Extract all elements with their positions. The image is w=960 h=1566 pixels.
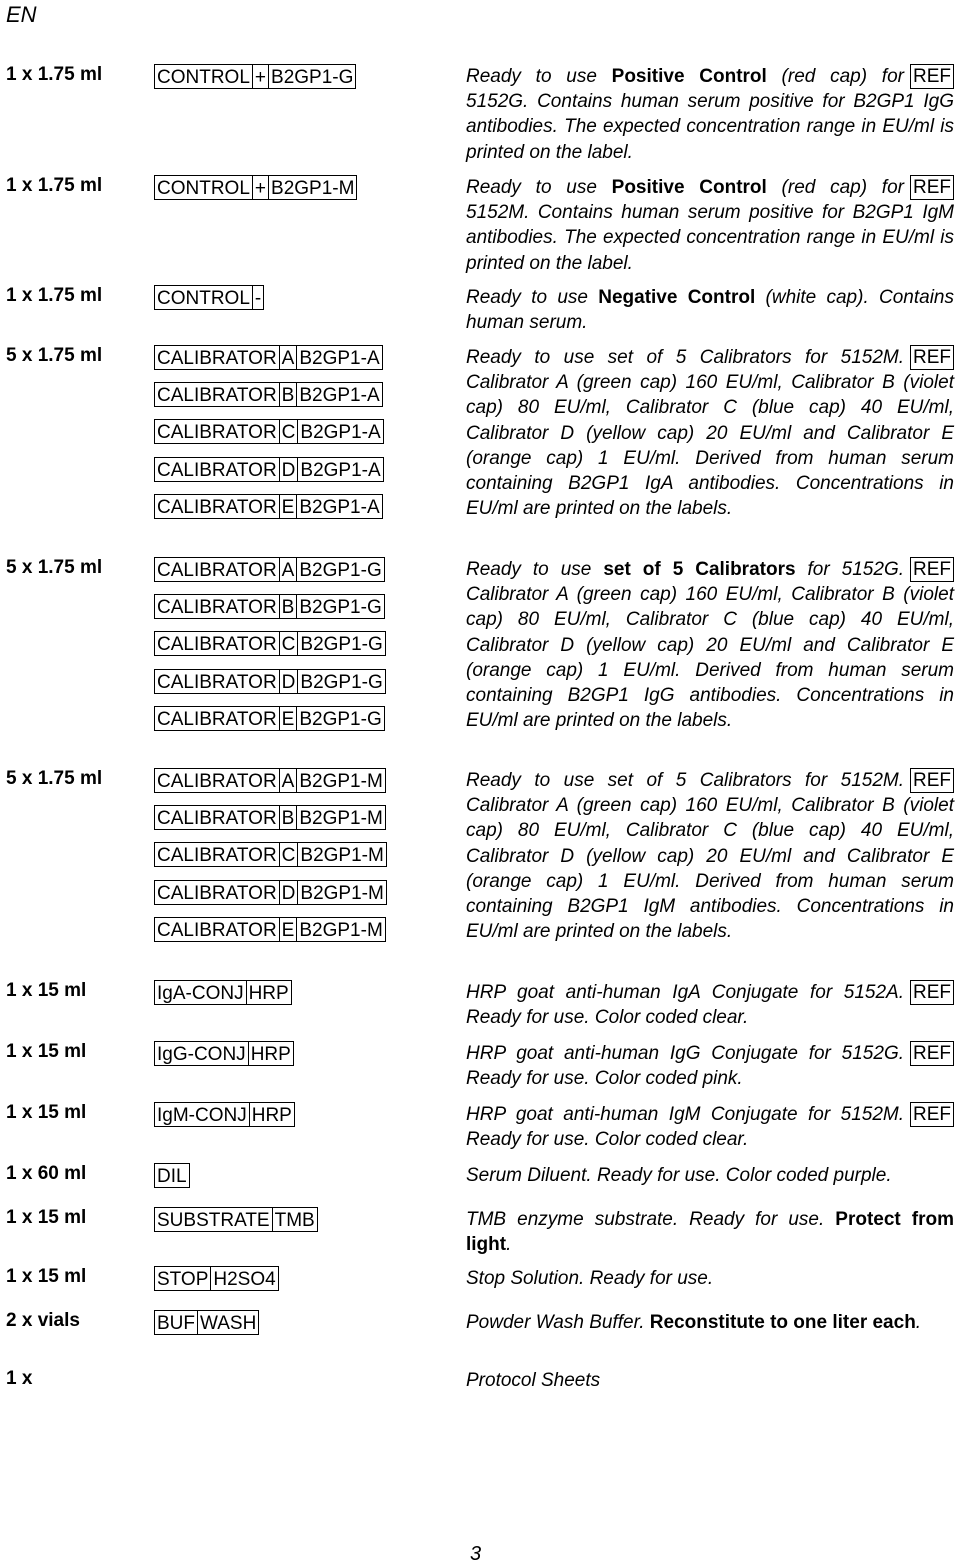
ref-symbol: REF [910, 1041, 954, 1066]
label-code-box: WASH [197, 1310, 259, 1335]
label-code [154, 64, 355, 89]
label-code-box: STOP [154, 1266, 211, 1291]
label-code-box: C [279, 631, 299, 656]
emphasis: set of 5 Calibrators [603, 559, 796, 580]
label-code [154, 980, 291, 1005]
label-code-box: B2GP1-M [268, 175, 357, 200]
label-code [154, 669, 385, 694]
label-code-box: CALIBRATOR [154, 594, 280, 619]
label-code-line [154, 669, 385, 706]
label-code-line [154, 419, 383, 456]
label-code-box: + [252, 64, 269, 89]
ref-symbol: REF [910, 768, 954, 793]
label-code [154, 768, 385, 793]
label-codes [154, 557, 385, 743]
label-code-box: A [279, 345, 298, 370]
label-code-box: B2GP1-G [297, 669, 385, 694]
label-code-box: DIL [154, 1163, 190, 1188]
label-code-line [154, 1163, 189, 1200]
label-code [154, 706, 384, 731]
label-code-box: + [252, 175, 269, 200]
label-code-box: B2GP1-M [296, 917, 385, 942]
label-code-line [154, 1102, 294, 1139]
label-code-line [154, 631, 385, 668]
label-code-box: CALIBRATOR [154, 669, 280, 694]
label-code-box: A [279, 557, 298, 582]
label-code-line [154, 594, 385, 631]
language-code: EN [6, 2, 37, 27]
label-code-line [154, 842, 386, 879]
label-code [154, 345, 382, 370]
label-code-line [154, 1266, 278, 1303]
label-code [154, 1207, 317, 1232]
quantity: 1 x 15 ml [6, 1102, 87, 1123]
label-codes [154, 1163, 189, 1200]
label-code-box: SUBSTRATE [154, 1207, 273, 1232]
label-code-box: B2GP1-G [297, 631, 385, 656]
label-code-box: B2GP1-M [296, 805, 385, 830]
ref-symbol: REF [910, 175, 954, 200]
label-code [154, 917, 385, 942]
label-code-line [154, 768, 386, 805]
label-code [154, 1163, 189, 1188]
label-codes [154, 64, 355, 101]
label-code [154, 457, 383, 482]
quantity: 2 x vials [6, 1310, 80, 1331]
label-code-box: HRP [246, 980, 292, 1005]
quantity: 5 x 1.75 ml [6, 345, 103, 366]
emphasis: Positive Control [611, 66, 767, 87]
label-codes [154, 1207, 317, 1244]
label-code-box: D [279, 457, 299, 482]
label-code [154, 1310, 258, 1335]
label-code [154, 880, 386, 905]
label-code [154, 631, 385, 656]
description: HRP goat anti-human IgA Conjugate for REF 5152A. Ready for use. Color coded clear. [466, 980, 954, 1030]
description: Ready to use Positive Control (red cap) for REF 5152G. Contains human serum positive for B2GP1 IgG antibodies. The expected concentration range in EU/ml is printed on the label. [466, 66, 954, 163]
label-code [154, 1266, 278, 1291]
description: Stop Solution. Ready for use. [466, 1268, 714, 1289]
label-code-line [154, 1207, 317, 1244]
description: Powder Wash Buffer. Reconstitute to one liter each. [466, 1312, 922, 1333]
label-code-line [154, 175, 356, 212]
ref-symbol: REF [910, 980, 954, 1005]
description: Ready to use set of 5 Calibrators for REF 5152M. Calibrator A (green cap) 160 EU/ml, Calibrator B (violet cap) 80 EU/ml, Calibrator C (blue cap) 40 EU/ml, Calibrator D (yellow cap) 20 EU/ml and Calibrator E (orange cap) 1 EU/ml. Derived from human serum containing B2GP1 IgA antibodies. Concentrations in EU/ml are printed on the labels. [466, 347, 954, 520]
quantity: 5 x 1.75 ml [6, 768, 103, 789]
label-code-box: B2GP1-M [297, 842, 386, 867]
description: Serum Diluent. Ready for use. Color coded purple. [466, 1165, 892, 1186]
label-code-box: CALIBRATOR [154, 706, 280, 731]
label-code-box: CALIBRATOR [154, 631, 280, 656]
label-code-line [154, 880, 386, 917]
quantity: 1 x 1.75 ml [6, 285, 103, 306]
label-code-line [154, 64, 355, 101]
label-code-box: HRP [249, 1102, 295, 1127]
label-codes [154, 285, 263, 322]
label-code-box: B2GP1-G [268, 64, 356, 89]
label-code-box: CALIBRATOR [154, 345, 280, 370]
label-code [154, 419, 383, 444]
label-code-line [154, 285, 263, 322]
label-code-box: B2GP1-G [296, 557, 384, 582]
quantity: 1 x [6, 1368, 33, 1389]
label-code-box: CALIBRATOR [154, 494, 280, 519]
description: Ready to use Positive Control (red cap) for REF 5152M. Contains human serum positive for B2GP1 IgM antibodies. The expected concentration range in EU/ml is printed on the label. [466, 177, 954, 274]
label-code-box: CONTROL [154, 175, 253, 200]
label-code-box: CALIBRATOR [154, 382, 280, 407]
ref-symbol: REF [910, 557, 954, 582]
label-code [154, 285, 263, 310]
label-code-box: C [279, 419, 299, 444]
label-code-line [154, 1310, 258, 1347]
label-code-box: CALIBRATOR [154, 917, 280, 942]
label-code-box: IgM-CONJ [154, 1102, 250, 1127]
emphasis: Positive Control [611, 177, 767, 198]
label-code-line [154, 980, 291, 1017]
description: Protocol Sheets [466, 1370, 601, 1391]
label-code [154, 842, 386, 867]
label-code [154, 805, 385, 830]
quantity: 5 x 1.75 ml [6, 557, 103, 578]
label-code-box: E [279, 494, 298, 519]
label-code-box: E [279, 706, 298, 731]
label-code-box: CALIBRATOR [154, 880, 280, 905]
label-codes [154, 345, 383, 531]
label-code-box: CALIBRATOR [154, 842, 280, 867]
label-codes [154, 1310, 258, 1347]
label-code-box: D [279, 669, 299, 694]
label-code-line [154, 345, 383, 382]
label-code-box: D [279, 880, 299, 905]
label-codes [154, 1102, 294, 1139]
label-code-box: HRP [248, 1041, 294, 1066]
label-code-box: C [279, 842, 299, 867]
label-code-line [154, 1041, 293, 1078]
label-code-box: IgA-CONJ [154, 980, 247, 1005]
label-code-box: CALIBRATOR [154, 768, 280, 793]
label-code [154, 382, 382, 407]
label-code-line [154, 917, 386, 954]
label-code-line [154, 382, 383, 419]
label-code-box: CONTROL [154, 64, 253, 89]
label-code-box: B2GP1-A [296, 345, 382, 370]
label-code-box: CALIBRATOR [154, 557, 280, 582]
label-code-box: BUF [154, 1310, 198, 1335]
label-code [154, 494, 382, 519]
description: TMB enzyme substrate. Ready for use. Protect from light. [466, 1209, 954, 1256]
label-code-line [154, 557, 385, 594]
label-code-box: B2GP1-G [296, 706, 384, 731]
description: Ready to use Negative Control (white cap). Contains human serum. [466, 287, 954, 334]
label-code-box: B [279, 594, 298, 619]
quantity: 1 x 15 ml [6, 1207, 87, 1228]
label-code-box: CALIBRATOR [154, 805, 280, 830]
label-code-box: TMB [272, 1207, 318, 1232]
ref-symbol: REF [910, 64, 954, 89]
label-code [154, 1041, 293, 1066]
label-code-box: B2GP1-A [297, 419, 383, 444]
label-code-box: B2GP1-A [296, 494, 382, 519]
quantity: 1 x 15 ml [6, 1266, 87, 1287]
label-code-box: B2GP1-A [296, 382, 382, 407]
quantity: 1 x 1.75 ml [6, 64, 103, 85]
label-code-box: B [279, 805, 298, 830]
label-code-box: B2GP1-M [297, 880, 386, 905]
description: HRP goat anti-human IgM Conjugate for REF 5152M. Ready for use. Color coded clear. [466, 1102, 954, 1152]
emphasis: Protect from light [466, 1209, 954, 1256]
emphasis: Negative Control [598, 287, 756, 308]
label-code-box: B2GP1-A [297, 457, 383, 482]
label-code-box: H2SO4 [210, 1266, 278, 1291]
description: Ready to use set of 5 Calibrators for REF 5152M. Calibrator A (green cap) 160 EU/ml, Calibrator B (violet cap) 80 EU/ml, Calibrator C (blue cap) 40 EU/ml, Calibrator D (yellow cap) 20 EU/ml and Calibrator E (orange cap) 1 EU/ml. Derived from human serum containing B2GP1 IgM antibodies. Concentrations in EU/ml are printed on the labels. [466, 770, 954, 943]
description: HRP goat anti-human IgG Conjugate for REF 5152G. Ready for use. Color coded pink. [466, 1041, 954, 1091]
quantity: 1 x 60 ml [6, 1163, 87, 1184]
label-code [154, 594, 384, 619]
quantity: 1 x 15 ml [6, 1041, 87, 1062]
label-codes [154, 980, 291, 1017]
label-code-box: CONTROL [154, 285, 253, 310]
label-code-box: B [279, 382, 298, 407]
label-codes [154, 175, 356, 212]
label-code-line [154, 457, 383, 494]
emphasis: Reconstitute to one liter each [649, 1312, 916, 1333]
label-code-box: CALIBRATOR [154, 419, 280, 444]
label-code-line [154, 805, 386, 842]
label-code-line [154, 494, 383, 531]
label-code [154, 557, 384, 582]
ref-symbol: REF [910, 1102, 954, 1127]
label-code [154, 175, 356, 200]
label-code-box: A [279, 768, 298, 793]
label-code-box: CALIBRATOR [154, 457, 280, 482]
label-code-box: - [252, 285, 264, 310]
label-codes [154, 768, 386, 954]
page-number: 3 [470, 1543, 482, 1565]
label-codes [154, 1041, 293, 1078]
quantity: 1 x 1.75 ml [6, 175, 103, 196]
label-code-box: B2GP1-M [296, 768, 385, 793]
label-codes [154, 1266, 278, 1303]
description: Ready to use set of 5 Calibrators for REF 5152G. Calibrator A (green cap) 160 EU/ml, Calibrator B (violet cap) 80 EU/ml, Calibrator C (blue cap) 40 EU/ml, Calibrator D (yellow cap) 20 EU/ml and Calibrator E (orange cap) 1 EU/ml. Derived from human serum containing B2GP1 IgG antibodies. Concentrations in EU/ml are printed on the labels. [466, 559, 954, 732]
quantity: 1 x 15 ml [6, 980, 87, 1001]
label-code-box: IgG-CONJ [154, 1041, 249, 1066]
label-code-box: E [279, 917, 298, 942]
label-code-box: B2GP1-G [296, 594, 384, 619]
label-code [154, 1102, 294, 1127]
ref-symbol: REF [910, 345, 954, 370]
label-code-line [154, 706, 385, 743]
